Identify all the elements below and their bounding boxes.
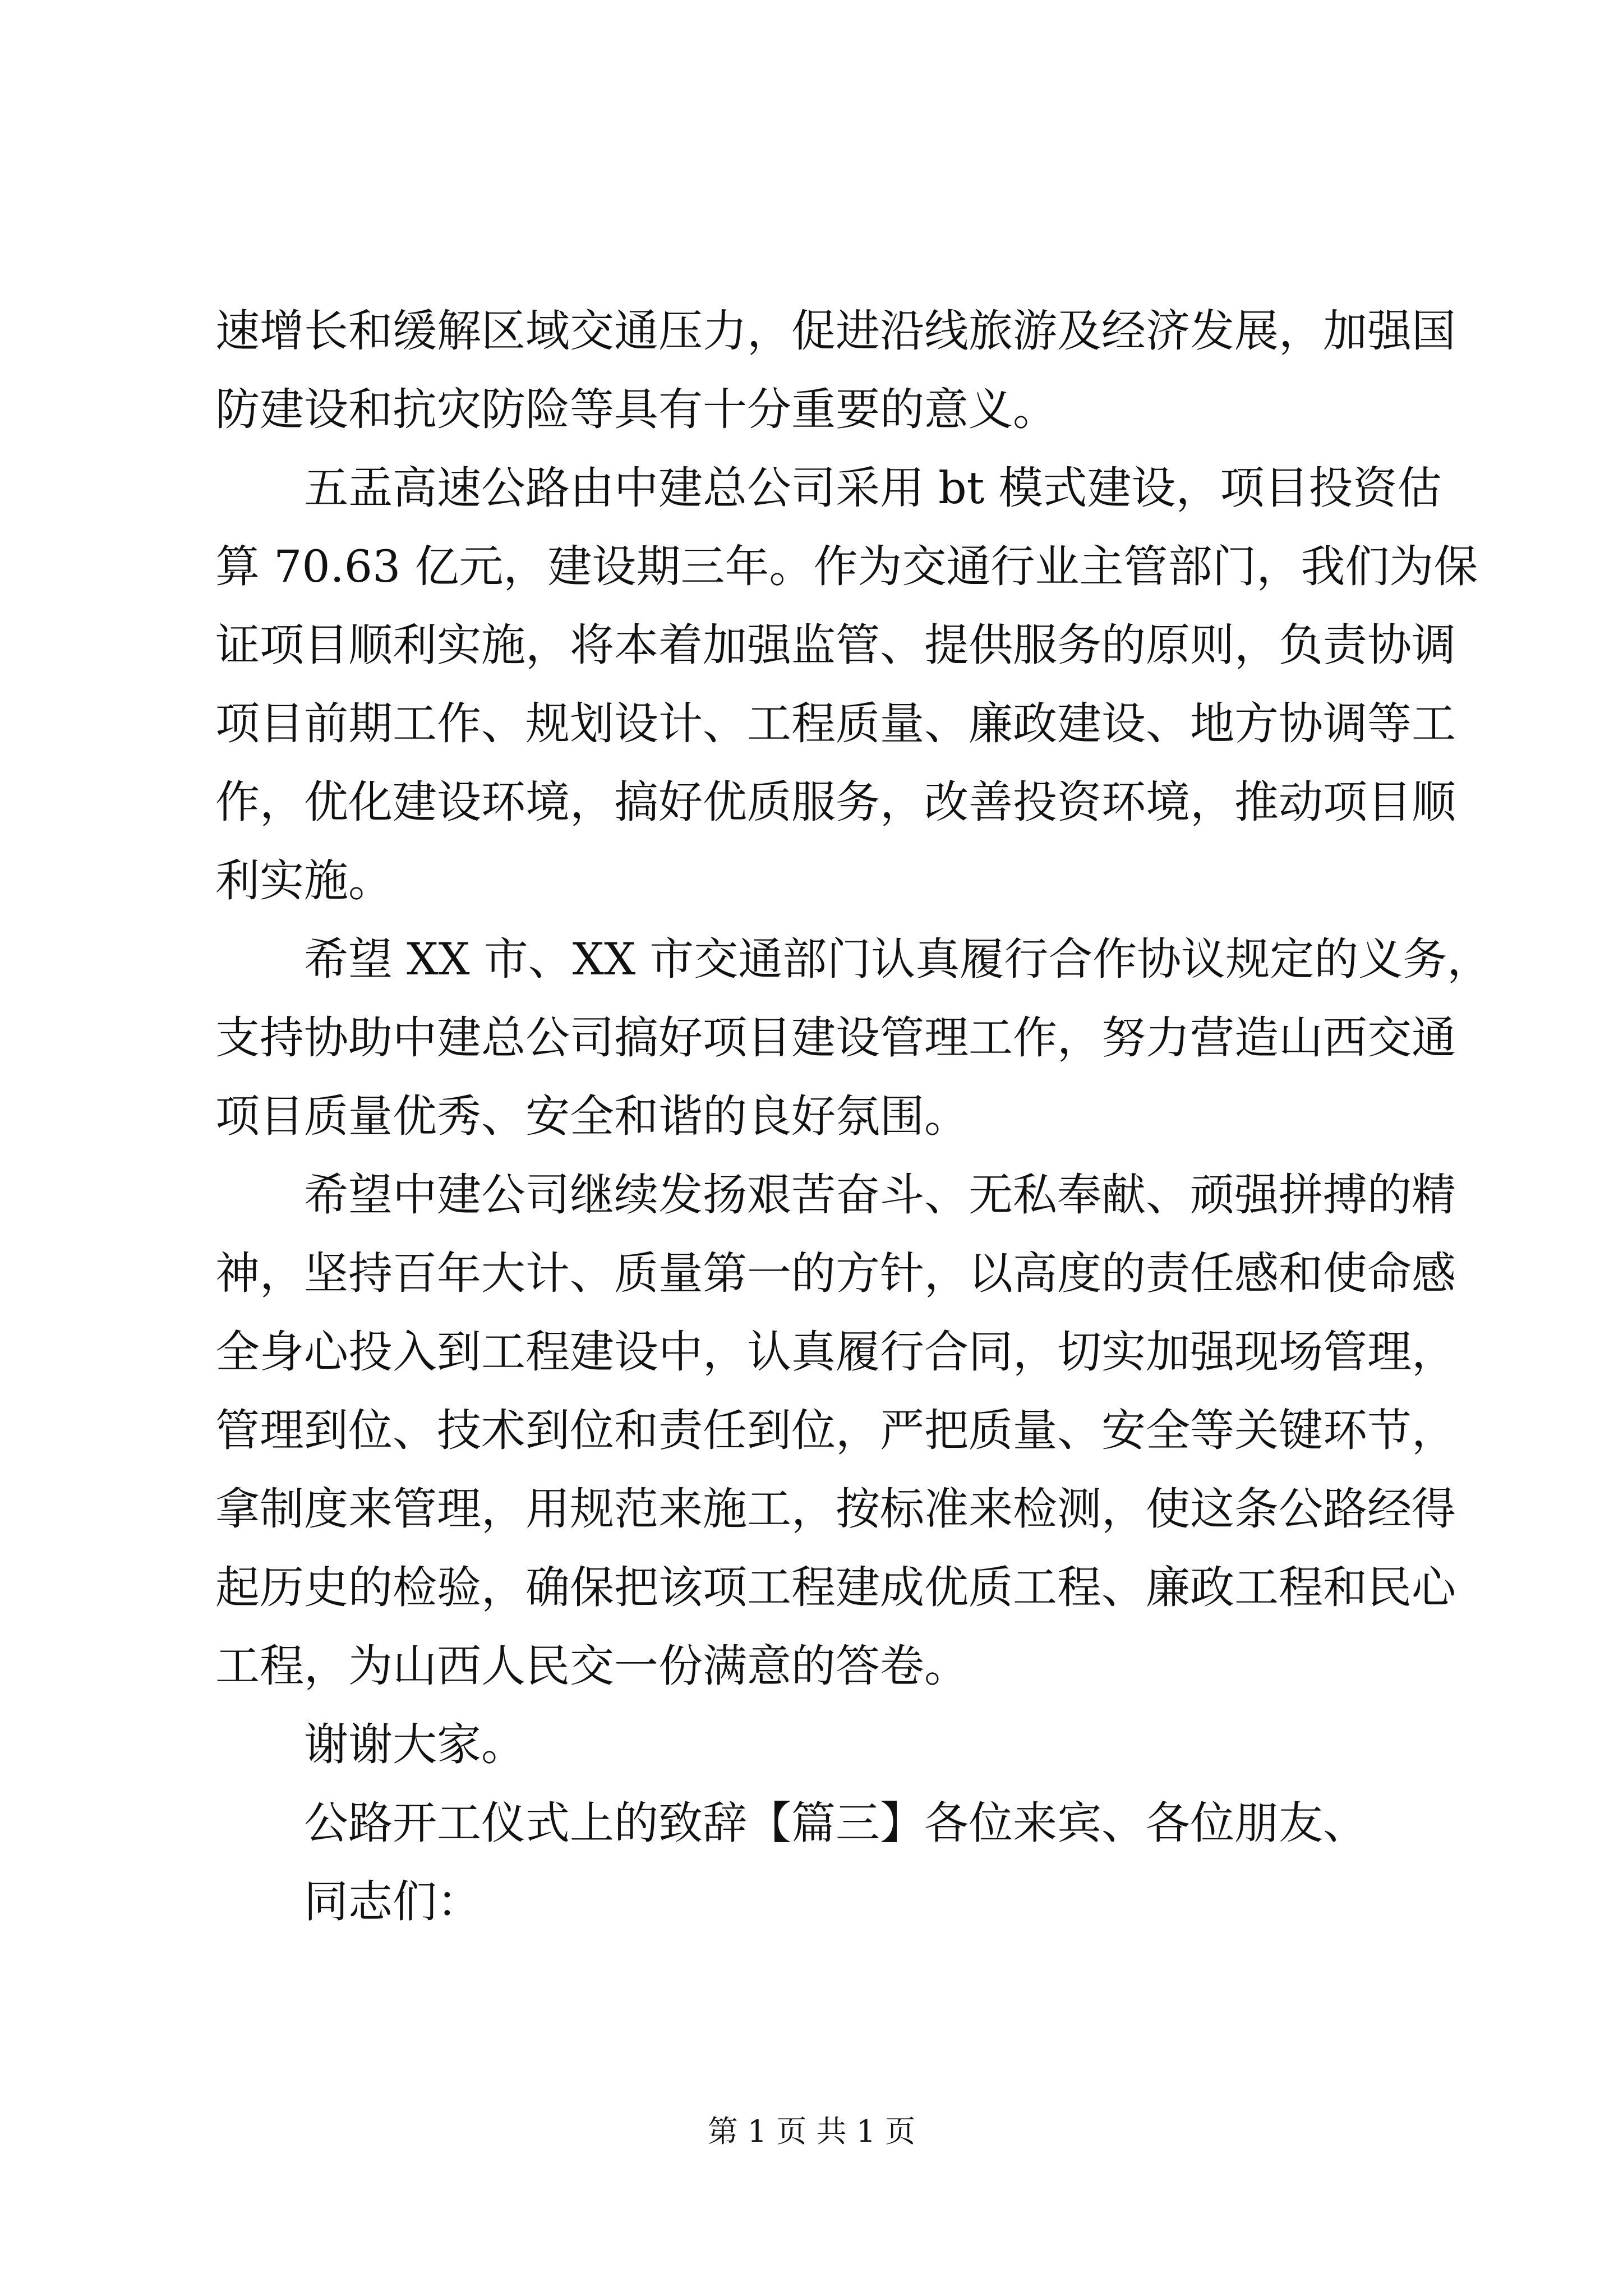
text-line: 希望 XX 市、XX 市交通部门认真履行合作协议规定的义务， [304, 933, 1492, 985]
text-line: 工程，为山西人民交一份满意的答卷。 [215, 1640, 969, 1692]
text-line: 证项目顺利实施，将本着加强监管、提供服务的原则，负责协调 [215, 619, 1456, 671]
text-line: 项目质量优秀、安全和谐的良好氛围。 [215, 1091, 969, 1142]
text-line: 管理到位、技术到位和责任到位，严把质量、安全等关键环节， [215, 1405, 1456, 1456]
salutation-line: 同志们： [304, 1876, 481, 1927]
text-line: 神，坚持百年大计、质量第一的方针，以高度的责任感和使命感 [215, 1248, 1456, 1299]
text-line: 支持协助中建总公司搞好项目建设管理工作，努力营造山西交通 [215, 1012, 1456, 1064]
text-line: 利实施。 [215, 855, 393, 907]
page-number-label: 第 1 页 共 1 页 [707, 2114, 916, 2149]
text-line: 项目前期工作、规划设计、工程质量、廉政建设、地方协调等工 [215, 698, 1456, 749]
text-line: 谢谢大家。 [304, 1719, 525, 1770]
text-line: 作，优化建设环境，搞好优质服务，改善投资环境，推动项目顺 [215, 776, 1456, 828]
section-heading-line: 公路开工仪式上的致辞【篇三】各位来宾、各位朋友、 [304, 1797, 1367, 1849]
text-line: 希望中建公司继续发扬艰苦奋斗、无私奉献、顽强拼搏的精 [304, 1169, 1456, 1221]
text-line: 全身心投入到工程建设中，认真履行合同，切实加强现场管理， [215, 1326, 1456, 1378]
text-line: 速增长和缓解区域交通压力，促进沿线旅游及经济发展，加强国 [215, 305, 1456, 357]
text-line: 拿制度来管理，用规范来施工，按标准来检测，使这条公路经得 [215, 1483, 1456, 1535]
text-line: 起历史的检验，确保把该项工程建成优质工程、廉政工程和民心 [215, 1562, 1456, 1613]
text-line: 五盂高速公路由中建总公司采用 bt 模式建设，项目投资估 [304, 462, 1442, 514]
document-body [215, 292, 1492, 1941]
text-line: 算 70.63 亿元，建设期三年。作为交通行业主管部门，我们为保 [215, 541, 1478, 592]
page-footer [0, 2109, 1623, 2154]
text-line: 防建设和抗灾防险等具有十分重要的意义。 [215, 384, 1057, 435]
